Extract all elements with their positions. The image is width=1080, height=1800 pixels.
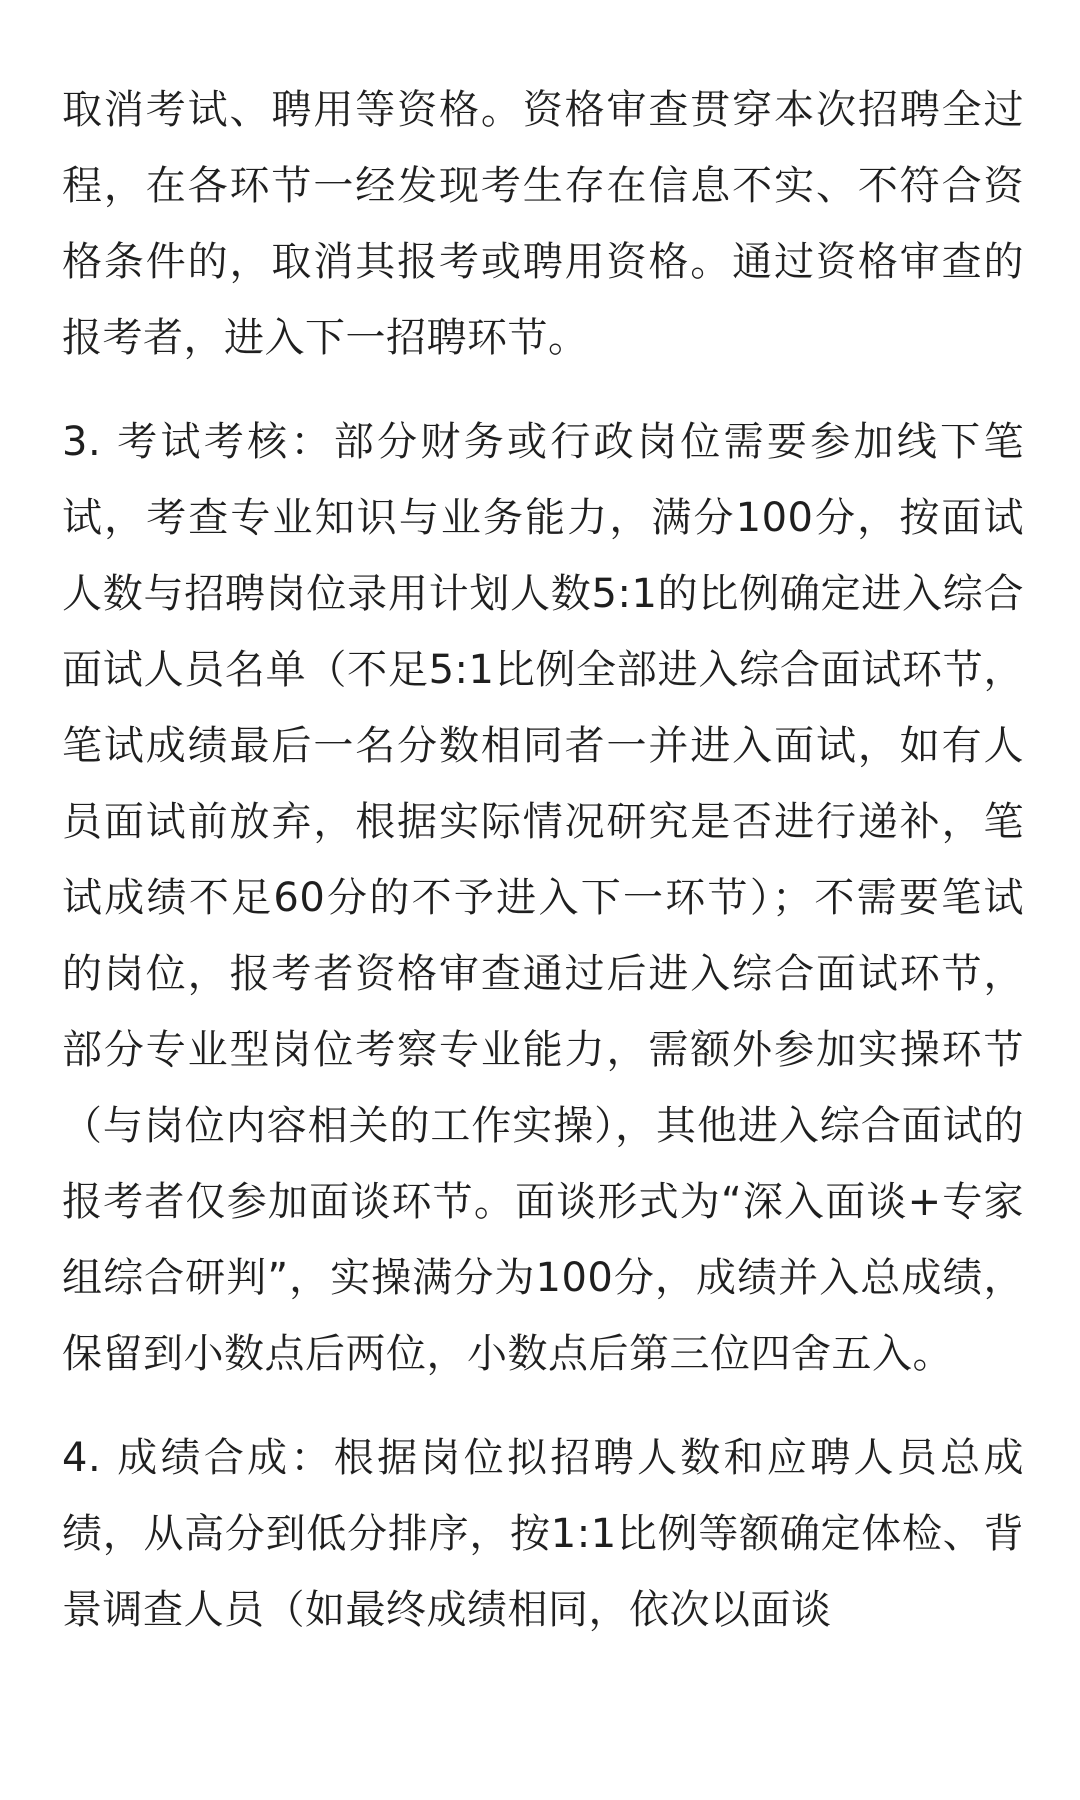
paragraph-exam-assessment: 3. 考试考核：部分财务或行政岗位需要参加线下笔试，考查专业知识与业务能力，满分100分，按面试人数与招聘岗位录用计划人数5:1的比例确定进入综合面试人员名单（不足5:1比例全部进入综合面试环节，笔试成绩最后一名分数相同者一并进入面试，如有人员面试前放弃，根据实际情况研究是否进行递补，笔试成绩不足60分的不予进入下一环节）；不需要笔试的岗位，报考者资格审查通过后进入综合面试环节，部分专业型岗位考察专业能力，需额外参加实操环节（与岗位内容相关的工作实操），其他进入综合面试的报考者仅参加面谈环节。面谈形式为“深入面谈+专家组综合研判”，实操满分为100分，成绩并入总成绩，保留到小数点后两位，小数点后第三位四舍五入。 bbox=[62, 419, 1024, 1377]
paragraph-qualification-review: 取消考试、聘用等资格。资格审查贯穿本次招聘全过程，在各环节一经发现考生存在信息不实、不符合资格条件的，取消其报考或聘用资格。通过资格审查的报考者，进入下一招聘环节。 bbox=[62, 87, 1024, 361]
paragraph-score-composition: 4. 成绩合成：根据岗位拟招聘人数和应聘人员总成绩，从高分到低分排序，按1:1比例等额确定体检、背景调查人员（如最终成绩相同，依次以面谈 bbox=[62, 1435, 1024, 1633]
article-body bbox=[62, 72, 1024, 1676]
